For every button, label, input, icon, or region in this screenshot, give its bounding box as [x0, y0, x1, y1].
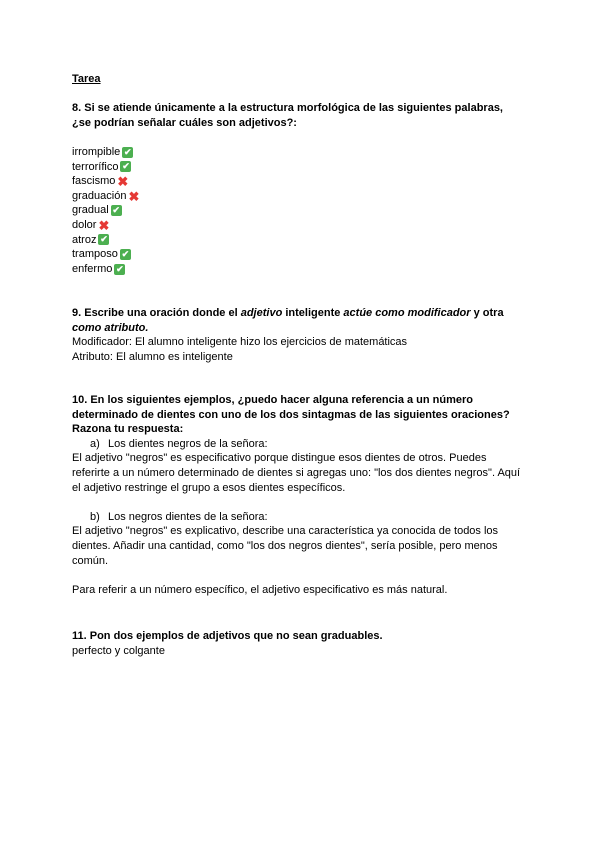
q10-question [72, 393, 530, 437]
q10-item-b-text: Los negros dientes de la señora: [108, 510, 268, 523]
check-icon: ✔ [124, 146, 132, 157]
q10-item-b-label: b) [90, 510, 100, 523]
word-item [72, 145, 530, 160]
q10-conclusion: Para referir a un número específico, el adjetivo especificativo es más natural. [72, 583, 448, 596]
q10-block [72, 393, 530, 597]
q11-block [72, 629, 530, 658]
check-icon: ✔ [122, 161, 130, 172]
word-text: irrompible [72, 146, 121, 158]
word-text: fascismo [72, 175, 116, 188]
q9-answer-modificador: Modificador: El alumno inteligente hizo los ejercicios de matemáticas [72, 336, 408, 349]
word-item [72, 233, 530, 248]
q8-word-list [72, 145, 530, 276]
cross-icon: ✖ [128, 188, 140, 204]
word-text: tramposo [72, 248, 118, 261]
spacer [72, 495, 530, 510]
q10-item-b [72, 510, 530, 525]
q9-question-part: inteligente [282, 307, 344, 319]
word-text: enfermo [72, 262, 113, 275]
word-text: atroz [72, 233, 97, 246]
q9-question-italic: adjetivo [240, 307, 283, 319]
q8-question-line-1: 8. Si se atiende únicamente a la estructura morfológica de las siguientes palabras, [72, 102, 503, 114]
q9-question-part: y otra [470, 307, 504, 319]
q9-question-part: 9. Escribe una oración donde el [72, 307, 241, 319]
q10-item-a-text: Los dientes negros de la señora: [108, 437, 268, 450]
word-text: terrorífico [72, 160, 119, 173]
word-item [72, 218, 530, 233]
q10-question-line-3: Razona tu respuesta: [72, 423, 184, 436]
q9-answer-atributo: Atributo: El alumno es inteligente [72, 350, 233, 363]
word-item [72, 160, 530, 175]
check-icon: ✔ [100, 234, 108, 245]
q9-block [72, 306, 530, 364]
word-text: graduación [72, 189, 127, 202]
cross-icon: ✖ [98, 217, 110, 233]
q8-question-line-2: ¿se podrían señalar cuáles son adjetivos?: [72, 116, 297, 129]
q10-question-line-2: determinado de dientes con uno de los dos sintagmas de las siguientes oraciones? [72, 408, 510, 421]
q10-question-line-1: 10. En los siguientes ejemplos, ¿puedo hacer alguna referencia a un número [72, 394, 474, 406]
q10-a-answer-line-1: El adjetivo "negros" es especificativo porque distingue esos dientes de otros. Puedes [72, 452, 487, 465]
q10-b-answer-line-3: común. [72, 554, 109, 567]
word-text: gradual [72, 204, 109, 217]
q11-answer: perfecto y colgante [72, 644, 165, 657]
q8-question [72, 101, 530, 130]
word-item [72, 189, 530, 204]
check-icon: ✔ [112, 205, 120, 216]
q9-question-italic: como atributo. [72, 321, 149, 334]
q9-question [72, 306, 530, 335]
q10-a-answer-line-2: referirte a un número determinado de dientes si agregas uno: "los dos dientes negros". Aquí [72, 466, 521, 479]
check-icon: ✔ [121, 248, 130, 259]
check-icon: ✔ [116, 263, 124, 274]
page-title: Tarea [72, 73, 101, 85]
word-item [72, 247, 530, 262]
q10-item-a [72, 437, 530, 452]
q9-question-italic: actúe como modificador [343, 307, 471, 319]
cross-icon: ✖ [117, 173, 129, 189]
word-item [72, 174, 530, 189]
q11-question: 11. Pon dos ejemplos de adjetivos que no sean graduables. [72, 630, 383, 642]
word-item [72, 203, 530, 218]
q10-item-a-label: a) [90, 437, 100, 450]
spacer [72, 568, 530, 583]
word-text: dolor [72, 218, 97, 231]
q10-a-answer-line-3: el adjetivo restringe el grupo a esos dientes específicos. [72, 481, 346, 494]
q10-b-answer-line-1: El adjetivo "negros" es explicativo, describe una característica ya conocida de todos los [72, 525, 499, 538]
word-item [72, 262, 530, 277]
q10-b-answer-line-2: dientes. Añadir una cantidad, como "los dos negros dientes", sería posible, pero menos [72, 539, 498, 552]
